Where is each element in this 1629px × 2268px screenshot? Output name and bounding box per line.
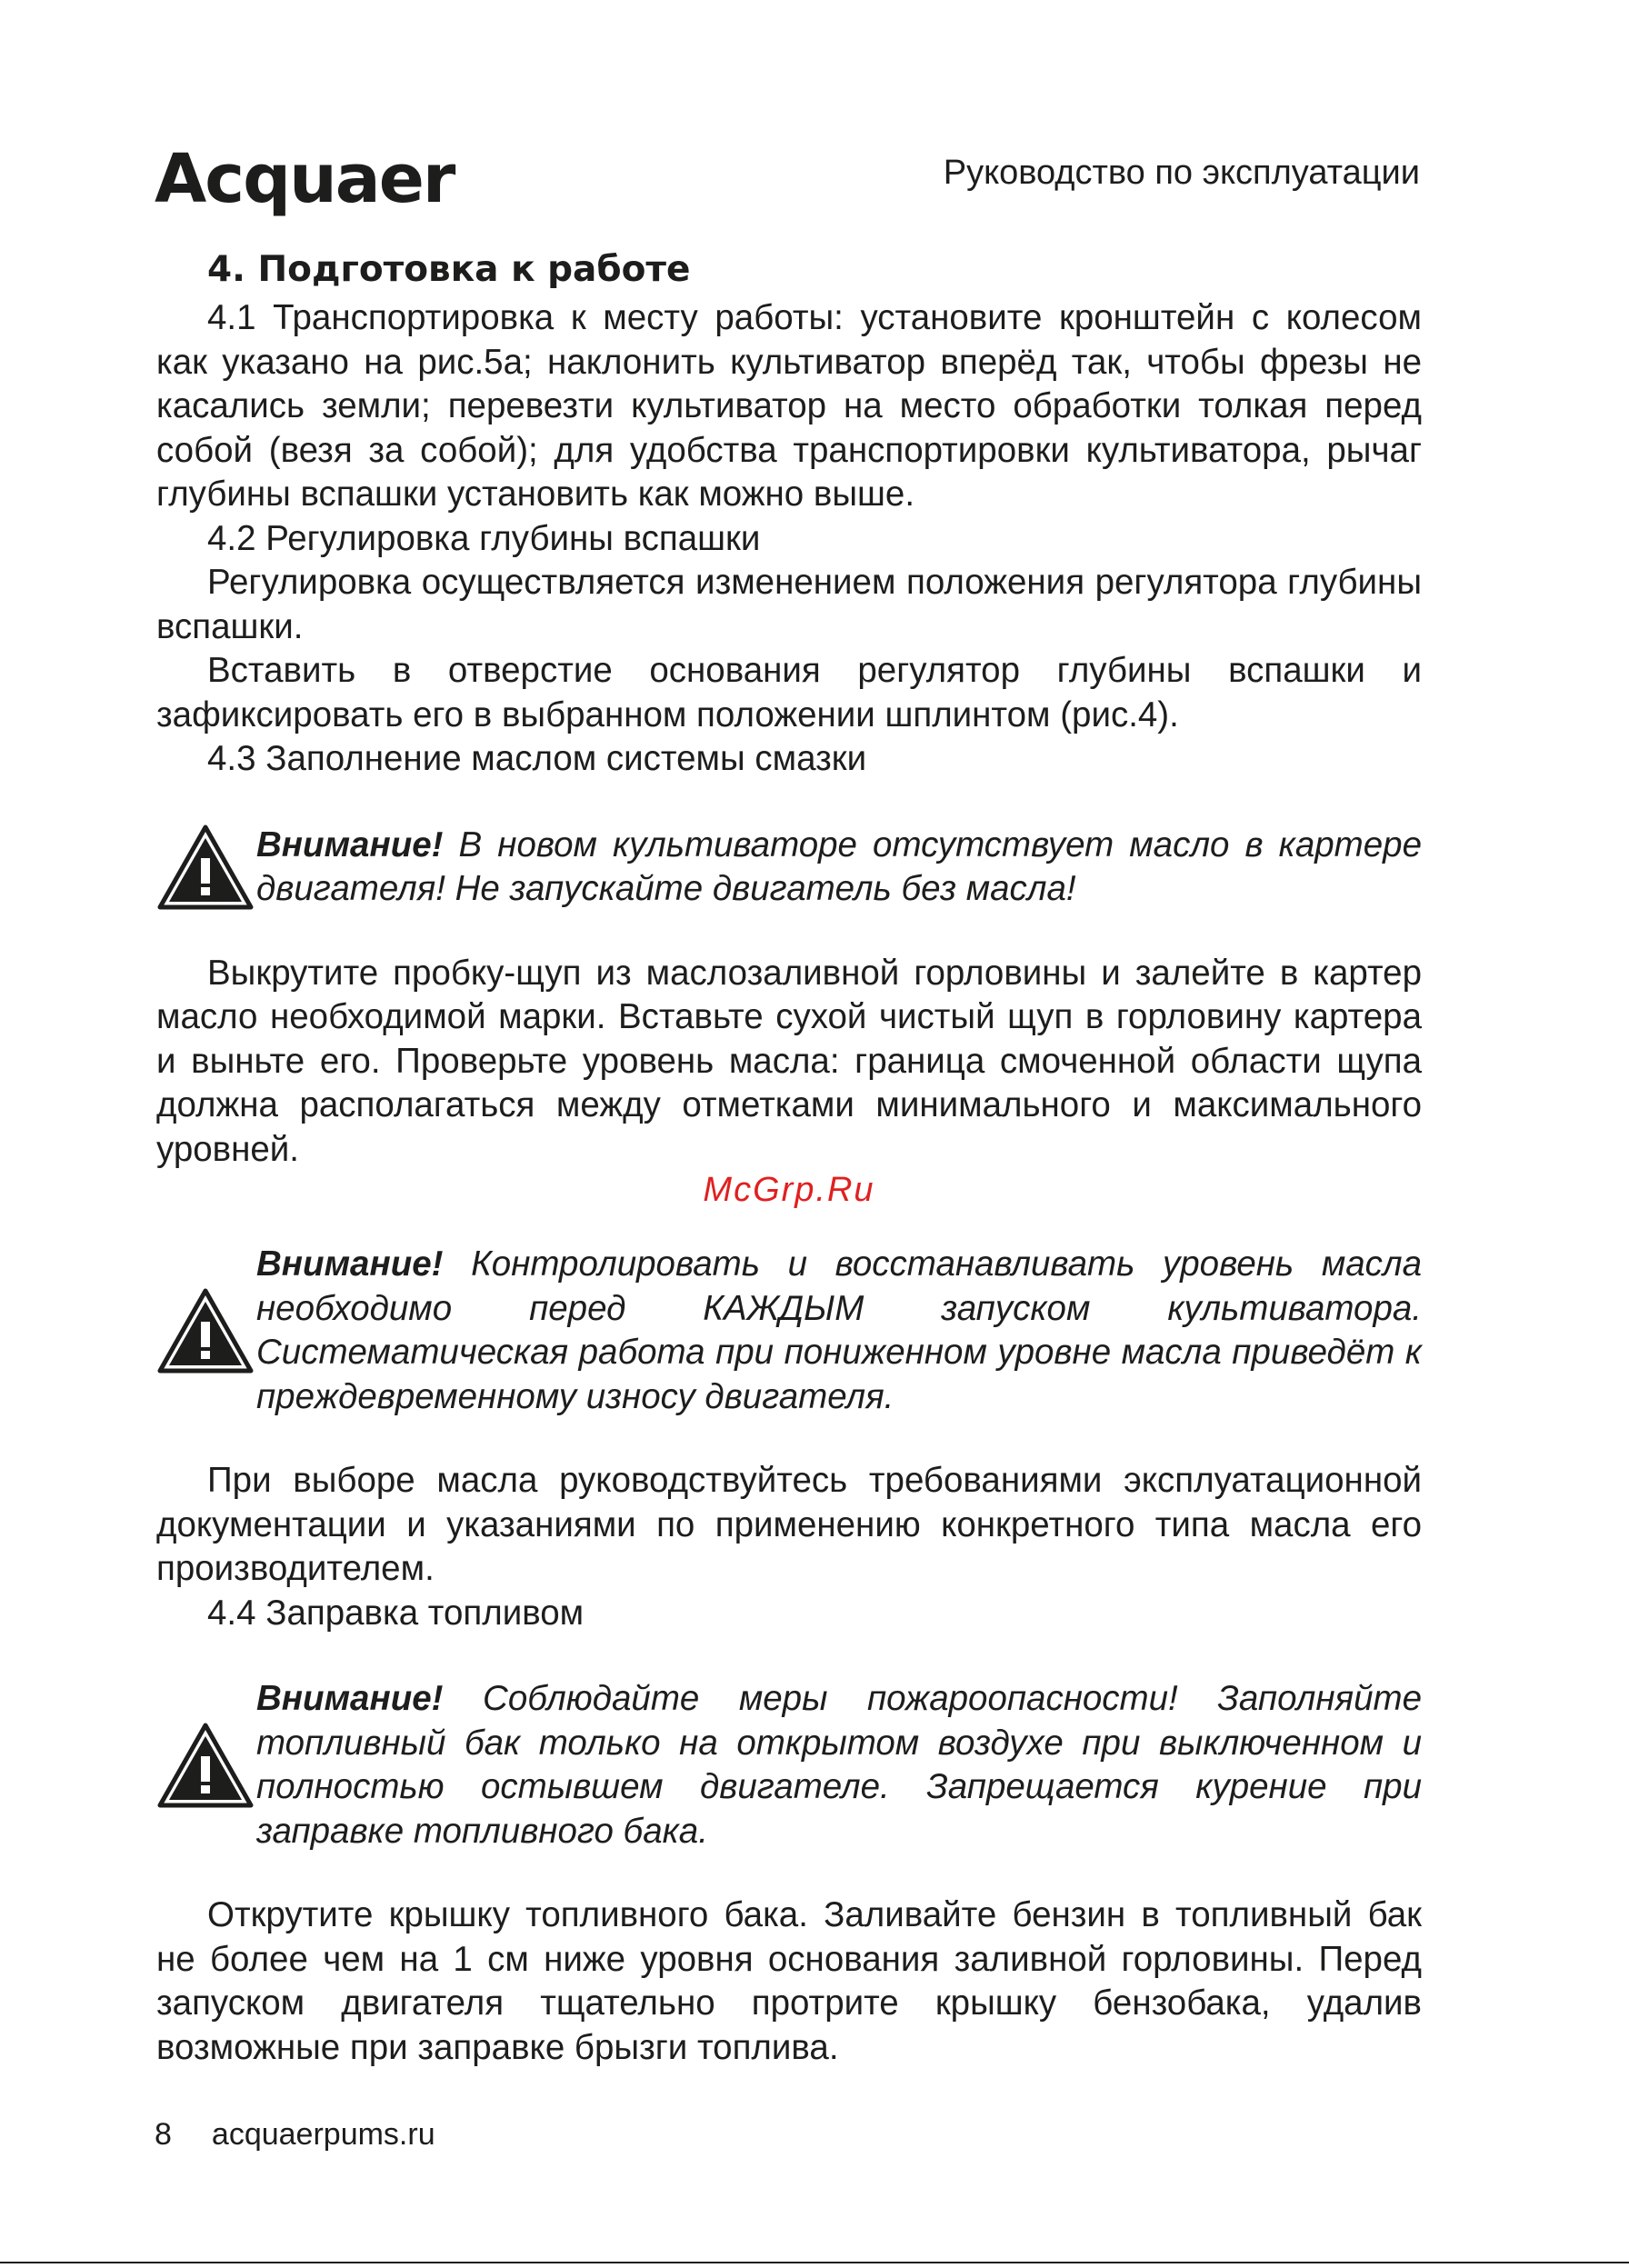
warning-triangle-icon bbox=[156, 1287, 256, 1374]
warning-text bbox=[256, 824, 1422, 912]
warning-block-fire-safety bbox=[156, 1677, 1422, 1853]
warning-text bbox=[256, 1243, 1422, 1419]
page-number: 8 bbox=[155, 2117, 172, 2152]
subsection-4-2-title: 4.2 Регулировка глубины вспашки bbox=[207, 518, 761, 558]
warning-label: Внимание! bbox=[256, 1244, 444, 1284]
warning-triangle-icon bbox=[156, 1722, 256, 1809]
paragraph-oil-choice: При выборе масла руководствуйтесь требованиями эксплуатационной документации и указаниями по применению конкретного типа масла его производителем. bbox=[156, 1461, 1422, 1588]
paragraph-4-1: 4.1 Транспортировка к месту работы: установите кронштейн с колесом как указано на рис.5а; наклонить культиватор вперёд так, чтобы фрезы не касались земли; перевезти культиватор на место обработки толкая перед собой (везя за собой); для удобства транспортировки культиватора, рычаг глубины вспашки установить как можно выше. bbox=[156, 298, 1422, 514]
warning-text bbox=[256, 1677, 1422, 1853]
subsection-4-4-title: 4.4 Заправка топливом bbox=[207, 1593, 585, 1633]
warning-triangle-icon bbox=[156, 824, 256, 911]
warning-block-oil-missing bbox=[156, 824, 1422, 912]
warning-message: Контролировать и восстанавливать уровень масла необходимо перед КАЖДЫМ запуском культиватора. Систематическая работа при пониженном уровне масла приведёт к преждевременному износу двигателя. bbox=[256, 1244, 1422, 1416]
paragraph-4-2-b: Вставить в отверстие основания регулятор глубины вспашки и зафиксировать его в выбранном положении шплинтом (рис.4). bbox=[156, 651, 1422, 734]
warning-label: Внимание! bbox=[256, 824, 444, 864]
paragraph-oil-fill: Выкрутите пробку-щуп из маслозаливной горловины и залейте в картер масло необходимой марки. Вставьте сухой чистый щуп в горловину картера и выньте его. Проверьте уровень масла: граница смоченной области щупа должна располагаться между отметками минимального и максимального уровней. bbox=[156, 953, 1422, 1169]
document-type: Руководство по эксплуатации bbox=[943, 154, 1420, 192]
page-content bbox=[156, 244, 1422, 2070]
paragraph-4-2-a: Регулировка осуществляется изменением положения регулятора глубины вспашки. bbox=[156, 563, 1422, 646]
paragraph-fuel-fill: Открутите крышку топливного бака. Заливайте бензин в топливный бак не более чем на 1 см ниже уровня основания заливной горловины. Перед запуском двигателя тщательно протрите крышку бензобака, удалив возможные при заправке брызги топлива. bbox=[156, 1895, 1422, 2067]
warning-label: Внимание! bbox=[256, 1679, 444, 1718]
warning-block-oil-level bbox=[156, 1243, 1422, 1419]
warning-message: Соблюдайте меры пожароопасности! Заполняйте топливный бак только на открытом воздухе при выключенном и полностью остывшем двигателе. Запрещается курение при заправке топливного бака. bbox=[256, 1679, 1422, 1851]
warning-message: В новом культиваторе отсутствует масло в картере двигателя! Не запускайте двигатель без масла! bbox=[256, 824, 1422, 908]
website-link[interactable]: acquaerpums.ru bbox=[211, 2117, 435, 2152]
subsection-4-3-title: 4.3 Заполнение маслом системы смазки bbox=[207, 739, 867, 778]
watermark: McGrp.Ru bbox=[703, 1171, 875, 1209]
brand-logo: Acquaer bbox=[155, 140, 455, 218]
page-footer bbox=[155, 2116, 435, 2153]
section-title: 4. Подготовка к работе bbox=[207, 249, 691, 290]
bottom-rule bbox=[0, 2262, 1629, 2263]
